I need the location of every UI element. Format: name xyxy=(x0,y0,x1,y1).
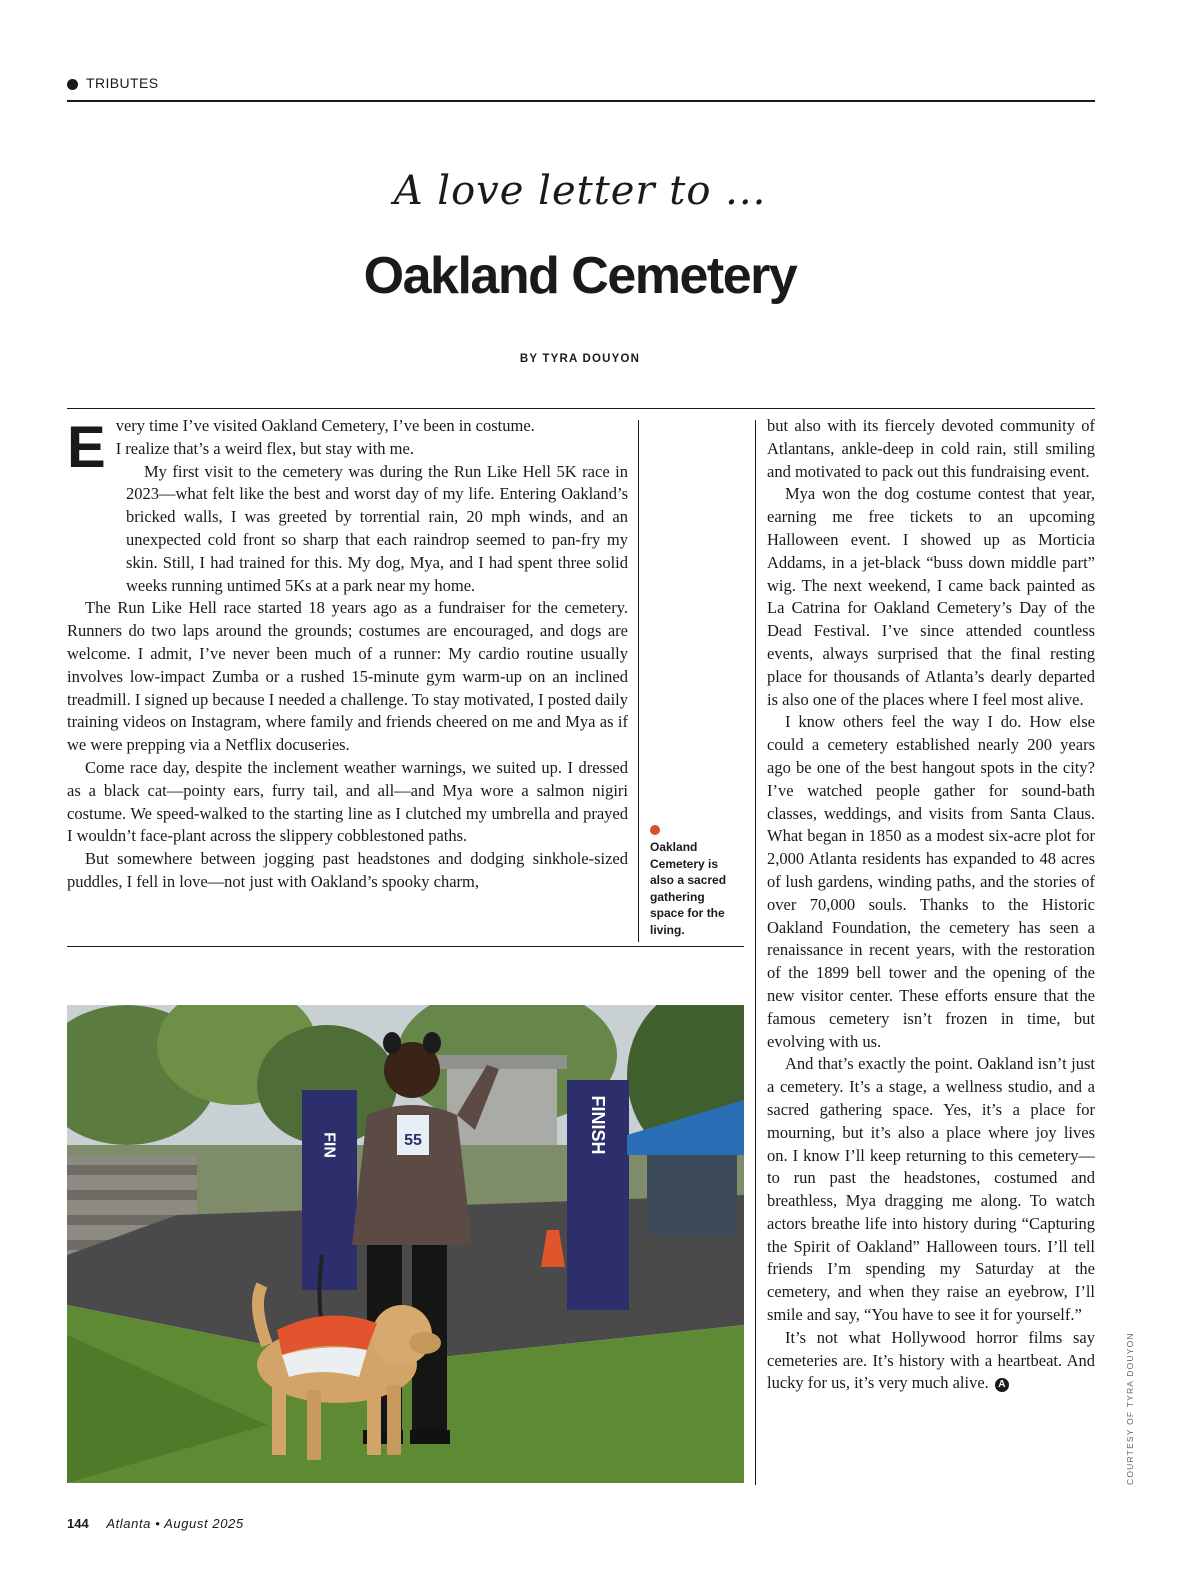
article-column-right xyxy=(767,415,1095,1495)
paragraph-4-continued: but also with its fiercely devoted community of Atlantans, ankle-deep in cold rain, still smiling and motivated to pack out this fundraising event. xyxy=(767,416,1095,481)
paragraph-7: And that’s exactly the point. Oakland isn’t just a cemetery. It’s a stage, a wellness studio, and a sacred gathering space. Yes, it’s a place for mourning, but it’s also a place where joy lives on. I know I’ll keep returning to this cemetery—to run past the headstones, costumed and breathless, Mya dragging me along. To watch actors breathe life into history during “Capturing the Spirit of Oakland” Halloween tours. I’ll tell friends I’m spending my Saturday at the cemetery, and when they raise an eyebrow, I’ll smile and say, “You have to see it for yourself.” xyxy=(767,1054,1095,1325)
page-footer xyxy=(67,1516,244,1531)
paragraph-1: My first visit to the cemetery was during the Run Like Hell 5K race in 2023—what felt like the best and worst day of my life. Entering Oakland’s bricked walls, I was greeted by torrential rain, 20 mph winds, and an unexpected cold front so sharp that each raindrop seemed to pan-fry my skin. Still, I had trained for this. My dog, Mya, and I had spent three solid weeks running untimed 5Ks at a park near my home. xyxy=(126,461,628,595)
article-byline: BY TYRA DOUYON xyxy=(519,353,641,365)
section-bullet-icon xyxy=(67,79,78,90)
article-photo xyxy=(67,1005,744,1483)
section-label: TRIBUTES xyxy=(86,75,159,91)
photo-caption xyxy=(650,825,742,938)
page-number: 144 xyxy=(67,1516,89,1531)
caption-divider xyxy=(638,420,639,942)
paragraph-4: But somewhere between jogging past headstones and dodging sinkhole-sized puddles, I fell in love—not just with Oakland’s spooky charm, xyxy=(67,849,628,891)
paragraph-6: I know others feel the way I do. How else could a cemetery established nearly 200 years ago be one of the best hangout spots in the city? I’ve watched people gather for sound-bath classes, weddings, and visits from Santa Claus. What began in 1850 as a modest six-acre plot for 2,000 Atlanta residents has expanded to 48 acres of lush gardens, winding paths, and the stories of over 70,000 souls. Thanks to the Historic Oakland Foundation, the cemetery has seen a renaissance in recent years, with the restoration of the 1899 bell tower and the opening of the new visitor center. These efforts ensure that the famous cemetery isn’t frozen in time, but evolving with us. xyxy=(767,712,1095,1051)
paragraph-3: Come race day, despite the inclement weather warnings, we suited up. I dressed as a black cat—pointy ears, furry tail, and all—and Mya wore a salmon nigiri costume. We speed-walked to the starting line as I clutched my umbrella and prayed I wouldn’t face-plant across the slippery cobblestoned paths. xyxy=(67,757,628,846)
drop-cap: E xyxy=(67,415,106,480)
bottom-rule xyxy=(67,946,744,947)
article-kicker: A love letter to ... xyxy=(393,168,767,214)
paragraph-8-text: It’s not what Hollywood horror films say cemeteries are. It’s history with a heartbeat. And lucky for us, it’s very much alive. xyxy=(767,1327,1095,1393)
banner-left-text: FIN xyxy=(320,1132,338,1158)
end-mark-icon: A xyxy=(995,1378,1009,1392)
photo-credit: COURTESY OF TYRA DOUYON xyxy=(1125,1332,1135,1485)
paragraph-5: Mya won the dog costume contest that year, earning me free tickets to an upcoming Halloween event. I showed up as Morticia Addams, in a jet-black “buss down middle part” wig. The next weekend, I came back painted as La Catrina for Oakland Cemetery’s Day of the Dead Festival. I’ve since attended countless events, always surprised that the final resting place for thousands of Atlanta’s dearly departed is also one of the places where I feel most alive. xyxy=(767,484,1095,709)
banner-right-text: FINISH xyxy=(588,1095,608,1155)
article-column-left xyxy=(67,415,628,945)
opening-line-2: I realize that’s a weird flex, but stay with me. xyxy=(115,438,414,458)
caption-text: Oakland Cemetery is also a sacred gathering space for the living. xyxy=(650,840,727,937)
section-header xyxy=(67,74,1095,102)
paragraph-8 xyxy=(767,1327,1095,1395)
caption-bullet-icon xyxy=(650,825,660,835)
column-divider xyxy=(755,420,756,1485)
publication-info: Atlanta • August 2025 xyxy=(106,1516,244,1531)
top-rule xyxy=(67,408,1095,409)
race-bib-number: 55 xyxy=(404,1132,422,1149)
paragraph-2: The Run Like Hell race started 18 years ago as a fundraiser for the cemetery. Runners do two laps around the grounds; costumes are encouraged, and dogs are welcome. I admit, I’ve never been much of a runner: My cardio routine usually involves low-impact Zumba or a rushed 15-minute gym warm-up on an inclined treadmill. I signed up because I needed a challenge. To stay motivated, I posted daily training videos on Instagram, where family and friends cheered on me and Mya as if we were prepping via a Netflix docuseries. xyxy=(67,598,628,755)
opening-line-1: very time I’ve visited Oakland Cemetery, I’ve been in costume. xyxy=(115,416,535,435)
article-title: Oakland Cemetery xyxy=(363,247,797,305)
